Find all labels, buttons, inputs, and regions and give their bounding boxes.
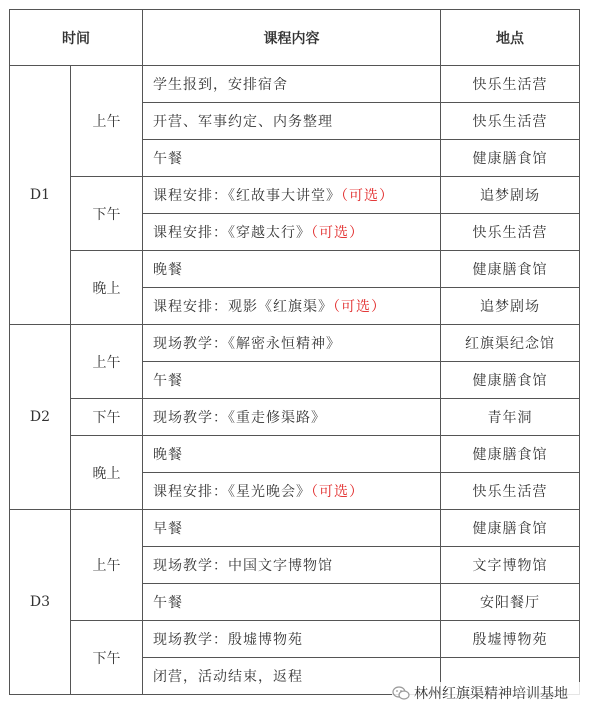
content-text: 现场教学：《解密永恒精神》: [153, 336, 341, 352]
place-cell: 快乐生活营: [441, 214, 580, 251]
period-label: 上午: [71, 325, 143, 399]
period-label: 晚上: [71, 436, 143, 510]
content-text: 午餐: [153, 373, 183, 389]
period-label: 下午: [71, 621, 143, 695]
content-text: 课程安排：《红故事大讲堂》: [153, 188, 341, 204]
content-text: 课程安排：《星光晚会》: [153, 484, 311, 500]
optional-tag: （可选）: [341, 188, 394, 204]
content-cell: [143, 584, 441, 621]
watermark: [392, 682, 582, 704]
period-label: 上午: [71, 510, 143, 621]
content-cell: [143, 288, 441, 325]
content-cell: [143, 251, 441, 288]
content-text: 晚餐: [153, 447, 183, 463]
place-cell: 快乐生活营: [441, 66, 580, 103]
period-label: 上午: [71, 66, 143, 177]
content-cell: [143, 436, 441, 473]
place-cell: 殷墟博物苑: [441, 621, 580, 658]
content-cell: [143, 66, 441, 103]
optional-tag: （可选）: [311, 225, 364, 241]
table-row: [10, 399, 580, 436]
place-cell: 安阳餐厅: [441, 584, 580, 621]
content-text: 课程安排：观影《红旗渠》: [153, 299, 333, 315]
content-text: 现场教学：中国文字博物馆: [153, 558, 333, 574]
place-cell: 追梦剧场: [441, 288, 580, 325]
header-row: [10, 10, 580, 66]
wechat-icon: [392, 685, 410, 701]
period-label: 下午: [71, 399, 143, 436]
content-cell: [143, 510, 441, 547]
content-text: 午餐: [153, 595, 183, 611]
place-cell: 健康膳食馆: [441, 140, 580, 177]
content-text: 晚餐: [153, 262, 183, 278]
place-cell: 红旗渠纪念馆: [441, 325, 580, 362]
header-time: 时间: [10, 10, 143, 66]
place-cell: 快乐生活营: [441, 473, 580, 510]
content-text: 早餐: [153, 521, 183, 537]
optional-tag: （可选）: [333, 299, 386, 315]
content-text: 现场教学：殷墟博物苑: [153, 632, 303, 648]
content-cell: [143, 621, 441, 658]
table-row: [10, 325, 580, 362]
table-row: [10, 436, 580, 473]
place-cell: 追梦剧场: [441, 177, 580, 214]
content-cell: [143, 103, 441, 140]
content-cell: [143, 399, 441, 436]
place-cell: 健康膳食馆: [441, 436, 580, 473]
table-row: [10, 66, 580, 103]
place-cell: 健康膳食馆: [441, 362, 580, 399]
day-label: D1: [10, 66, 71, 325]
day-label: D2: [10, 325, 71, 510]
day-label: D3: [10, 510, 71, 695]
place-cell: 健康膳食馆: [441, 251, 580, 288]
table-row: [10, 251, 580, 288]
content-text: 午餐: [153, 151, 183, 167]
content-cell: [143, 177, 441, 214]
place-cell: 青年洞: [441, 399, 580, 436]
period-label: 晚上: [71, 251, 143, 325]
place-cell: 健康膳食馆: [441, 510, 580, 547]
period-label: 下午: [71, 177, 143, 251]
content-text: 开营、军事约定、内务整理: [153, 114, 333, 130]
content-cell: [143, 325, 441, 362]
content-text: 学生报到，安排宿舍: [153, 77, 288, 93]
content-text: 课程安排：《穿越太行》: [153, 225, 311, 241]
header-place: 地点: [441, 10, 580, 66]
content-cell: [143, 214, 441, 251]
content-text: 闭营，活动结束，返程: [153, 669, 303, 685]
place-cell: 快乐生活营: [441, 103, 580, 140]
content-text: 现场教学：《重走修渠路》: [153, 410, 326, 426]
table-row: [10, 177, 580, 214]
schedule-body: [10, 66, 580, 695]
content-cell: [143, 362, 441, 399]
place-cell: 文字博物馆: [441, 547, 580, 584]
table-row: [10, 510, 580, 547]
content-cell: [143, 140, 441, 177]
content-cell: [143, 473, 441, 510]
optional-tag: （可选）: [311, 484, 364, 500]
header-content: 课程内容: [143, 10, 441, 66]
watermark-text: 林州红旗渠精神培训基地: [414, 686, 568, 702]
content-cell: [143, 547, 441, 584]
schedule-table: [9, 9, 580, 695]
table-row: [10, 621, 580, 658]
